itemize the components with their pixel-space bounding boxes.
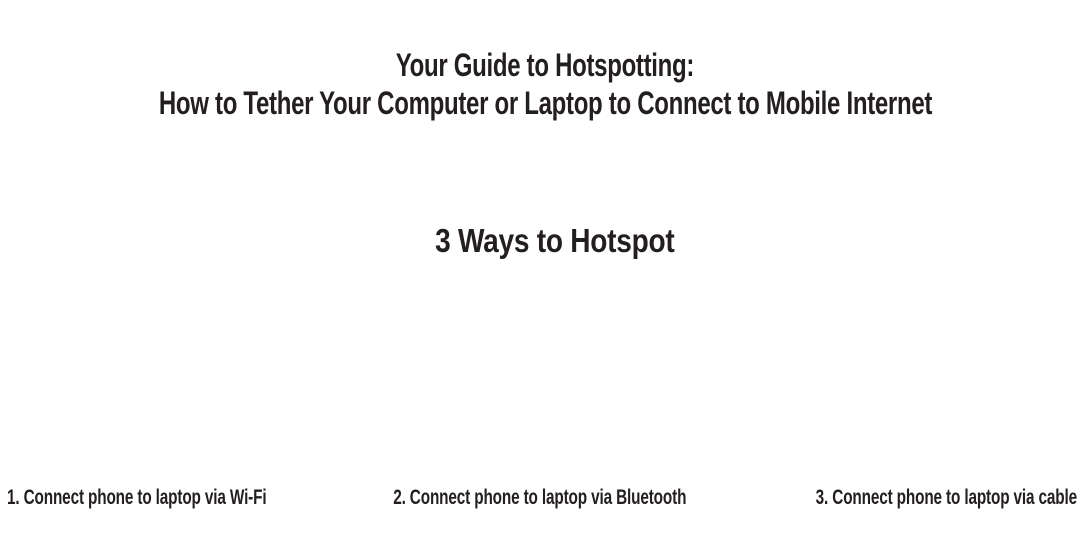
section-heading-text: 3 Ways to Hotspot	[435, 222, 675, 259]
title-line-1-text: Your Guide to Hotspotting:	[395, 47, 695, 83]
caption-bluetooth-text: 2. Connect phone to laptop via Bluetooth	[393, 486, 687, 509]
title-line-2-text: How to Tether Your Computer or Laptop to Connect to Mobile Internet	[158, 85, 932, 121]
main-title	[0, 46, 1080, 122]
title-line-1	[0, 46, 1080, 84]
caption-cable	[719, 486, 1077, 510]
title-line-2	[0, 84, 1080, 122]
caption-cable-text: 3. Connect phone to laptop via cable	[815, 486, 1077, 509]
caption-wifi-text: 1. Connect phone to laptop via Wi-Fi	[7, 486, 267, 509]
section-heading	[0, 222, 1080, 260]
